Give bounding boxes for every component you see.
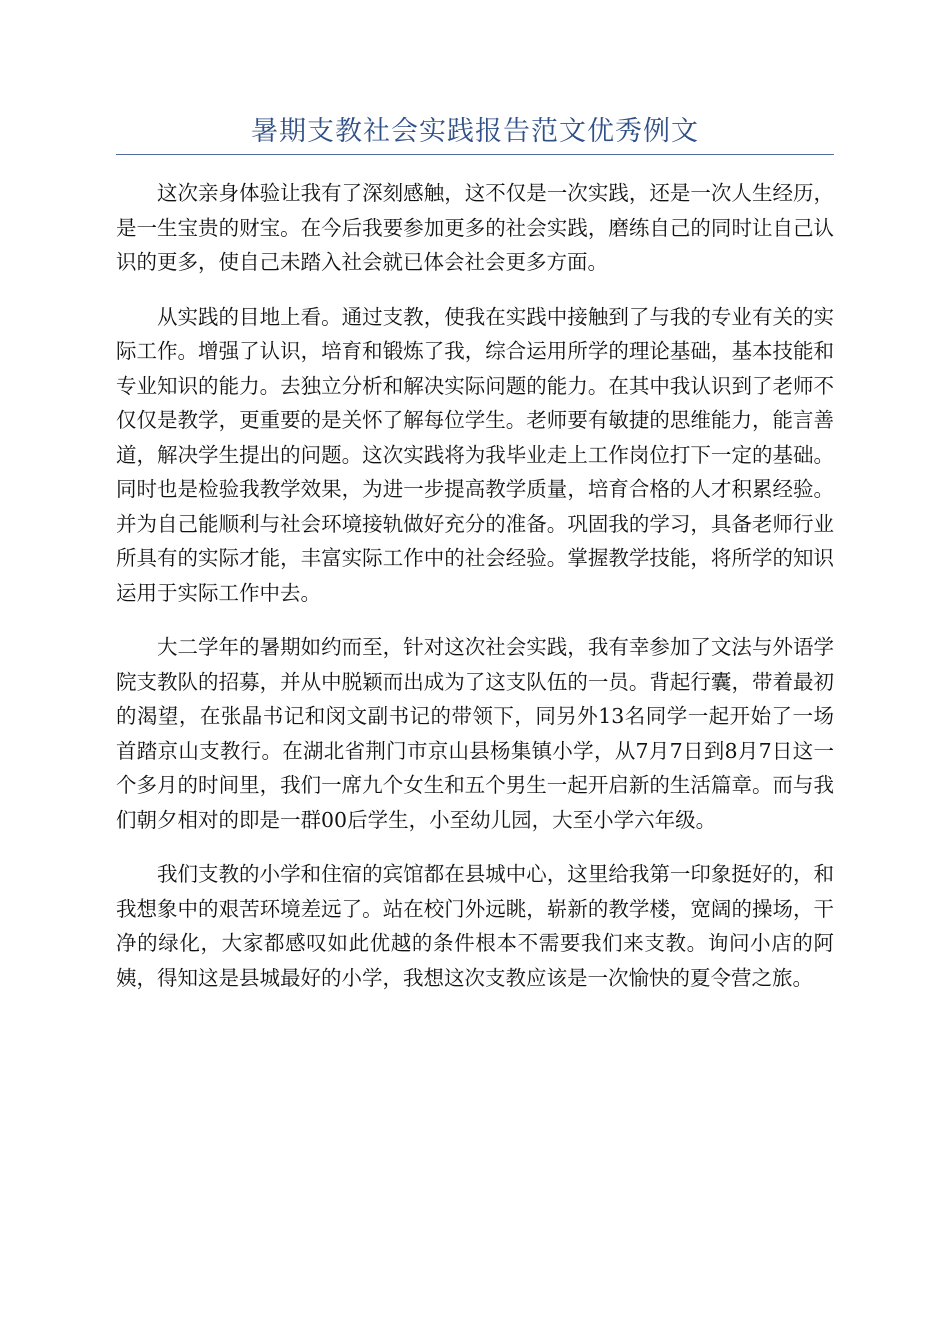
paragraph-3: 大二学年的暑期如约而至，针对这次社会实践，我有幸参加了文法与外语学院支教队的招募，并从中脱颖而出成为了这支队伍的一员。背起行囊，带着最初的渴望，在张晶书记和闵文副书记的带领下，同另外13名同学一起开始了一场首踏京山支教行。在湖北省荆门市京山县杨集镇小学，从7月7日到8月7日这一个多月的时间里，我们一席九个女生和五个男生一起开启新的生活篇章。而与我们朝夕相对的即是一群00后学生，小至幼儿园，大至小学六年级。 xyxy=(116,635,834,832)
paragraph-2: 从实践的目地上看。通过支教，使我在实践中接触到了与我的专业有关的实际工作。增强了认识，培育和锻炼了我，综合运用所学的理论基础，基本技能和专业知识的能力。去独立分析和解决实际问题的能力。在其中我认识到了老师不仅仅是教学，更重要的是关怀了解每位学生。老师要有敏捷的思维能力，能言善道，解决学生提出的问题。这次实践将为我毕业走上工作岗位打下一定的基础。同时也是检验我教学效果，为进一步提高教学质量，培育合格的人才积累经验。并为自己能顺利与社会环境接轨做好充分的准备。巩固我的学习，具备老师行业所具有的实际才能，丰富实际工作中的社会经验。掌握教学技能，将所学的知识运用于实际工作中去。 xyxy=(116,304,834,605)
paragraph-4: 我们支教的小学和住宿的宾馆都在县城中心，这里给我第一印象挺好的，和我想象中的艰苦环境差远了。站在校门外远眺，崭新的教学楼，宽阔的操场，干净的绿化，大家都感叹如此优越的条件根本不需要我们来支教。询问小店的阿姨，得知这是县城最好的小学，我想这次支教应该是一次愉快的夏令营之旅。 xyxy=(116,862,834,990)
document-title: 暑期支教社会实践报告范文优秀例文 xyxy=(251,116,699,147)
paragraph-1: 这次亲身体验让我有了深刻感触，这不仅是一次实践，还是一次人生经历，是一生宝贵的财宝。在今后我要参加更多的社会实践，磨练自己的同时让自己认识的更多，使自己未踏入社会就已体会社会更多方面。 xyxy=(116,181,834,274)
title-underline xyxy=(116,154,834,155)
document-body xyxy=(116,176,834,1015)
